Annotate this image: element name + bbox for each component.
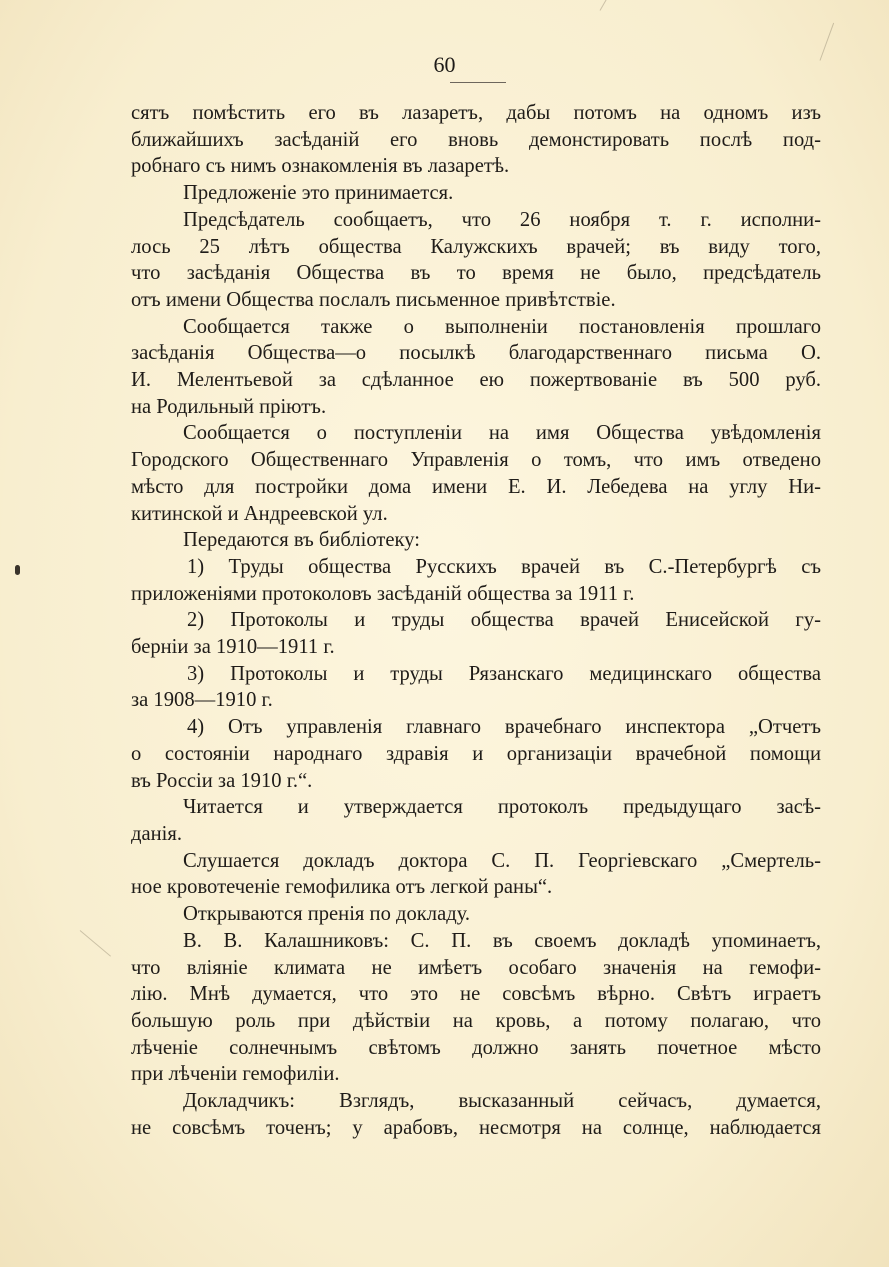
text-line: И. Мелентьевой за сдѣланное ею пожертвованіе въ 500 руб.: [131, 369, 821, 392]
text-line: 4) Отъ управленія главнаго врачебнаго инспектора „Отчетъ: [187, 716, 821, 739]
text-line: 1) Труды общества Русскихъ врачей въ С.-Петербургѣ съ: [187, 555, 821, 578]
text-line: засѣданія Общества—о посылкѣ благодарственнаго письма О.: [131, 342, 821, 365]
text-line: В. В. Калашниковъ: С. П. въ своемъ докладѣ упоминаетъ,: [183, 929, 821, 952]
text-line: что засѣданія Общества въ то время не было, предсѣдатель: [131, 262, 821, 285]
text-line: Читается и утверждается протоколъ предыдущаго засѣ-: [183, 796, 821, 819]
text-line: Предсѣдатель сообщаетъ, что 26 ноября т. г. исполни-: [183, 208, 821, 231]
text-line: Слушается докладъ доктора С. П. Георгіевскаго „Смертель-: [183, 849, 821, 872]
text-line: мѣсто для постройки дома имени Е. И. Лебедева на углу Ни-: [131, 475, 821, 498]
text-line: китинской и Андреевской ул.: [131, 502, 388, 525]
text-line: 2) Протоколы и труды общества врачей Енисейской гу-: [187, 609, 821, 632]
text-line: что вліяніе климата не имѣетъ особаго значенія на гемофи-: [131, 956, 821, 979]
text-line: приложеніями протоколовъ засѣданій общества за 1911 г.: [131, 582, 635, 605]
text-line: за 1908—1910 г.: [131, 689, 273, 712]
text-line: ближайшихъ засѣданій его вновь демонстировать послѣ под-: [131, 128, 821, 151]
text-line: Открываются пренія по докладу.: [183, 903, 471, 926]
text-line: данія.: [131, 822, 182, 845]
text-line: Докладчикъ: Взглядъ, высказанный сейчасъ, думается,: [183, 1090, 821, 1113]
paper-scratch: [600, 0, 631, 11]
text-line: сятъ помѣстить его въ лазаретъ, дабы потомъ на одномъ изъ: [131, 102, 821, 124]
paper-scratch: [80, 930, 111, 956]
text-line: о состояніи народнаго здравія и организаціи врачебной помощи: [131, 742, 821, 765]
text-line: робнаго съ нимъ ознакомленія въ лазаретѣ.: [131, 155, 510, 178]
text-line: Городского Общественнаго Управленія о томъ, что имъ отведено: [131, 449, 821, 472]
body-text: [131, 100, 821, 1141]
text-line: берніи за 1910—1911 г.: [131, 636, 335, 659]
text-line: большую роль при дѣйствіи на кровь, а потому полагаю, что: [131, 1009, 821, 1032]
text-line: не совсѣмъ точенъ; у арабовъ, несмотря на солнце, наблюдается: [131, 1116, 821, 1139]
text-line: при лѣченіи гемофиліи.: [131, 1063, 340, 1086]
text-line: лѣченіе солнечнымъ свѣтомъ должно занять почетное мѣсто: [131, 1036, 821, 1059]
text-line: Передаются въ библіотеку:: [183, 529, 421, 552]
text-line: отъ имени Общества послалъ письменное привѣтствіе.: [131, 288, 616, 311]
ink-mark: [15, 565, 20, 575]
page-number: 60: [433, 52, 456, 77]
text-line: лось 25 лѣтъ общества Калужскихъ врачей; въ виду того,: [131, 235, 821, 258]
text-line: Сообщается также о выполненіи постановленія прошлаго: [183, 315, 821, 338]
text-line: ное кровотеченіе гемофилика отъ легкой раны“.: [131, 876, 553, 899]
text-line: лію. Мнѣ думается, что это не совсѣмъ вѣрно. Свѣтъ играетъ: [131, 983, 821, 1006]
text-line: на Родильный пріютъ.: [131, 395, 327, 418]
text-line: въ Россіи за 1910 г.“.: [131, 769, 313, 792]
text-line: Предложеніе это принимается.: [183, 182, 454, 205]
text-line: 3) Протоколы и труды Рязанскаго медицинскаго общества: [187, 662, 821, 685]
page-number-underline: [450, 82, 506, 83]
text-line: Сообщается о поступленіи на имя Общества увѣдомленія: [183, 422, 821, 445]
